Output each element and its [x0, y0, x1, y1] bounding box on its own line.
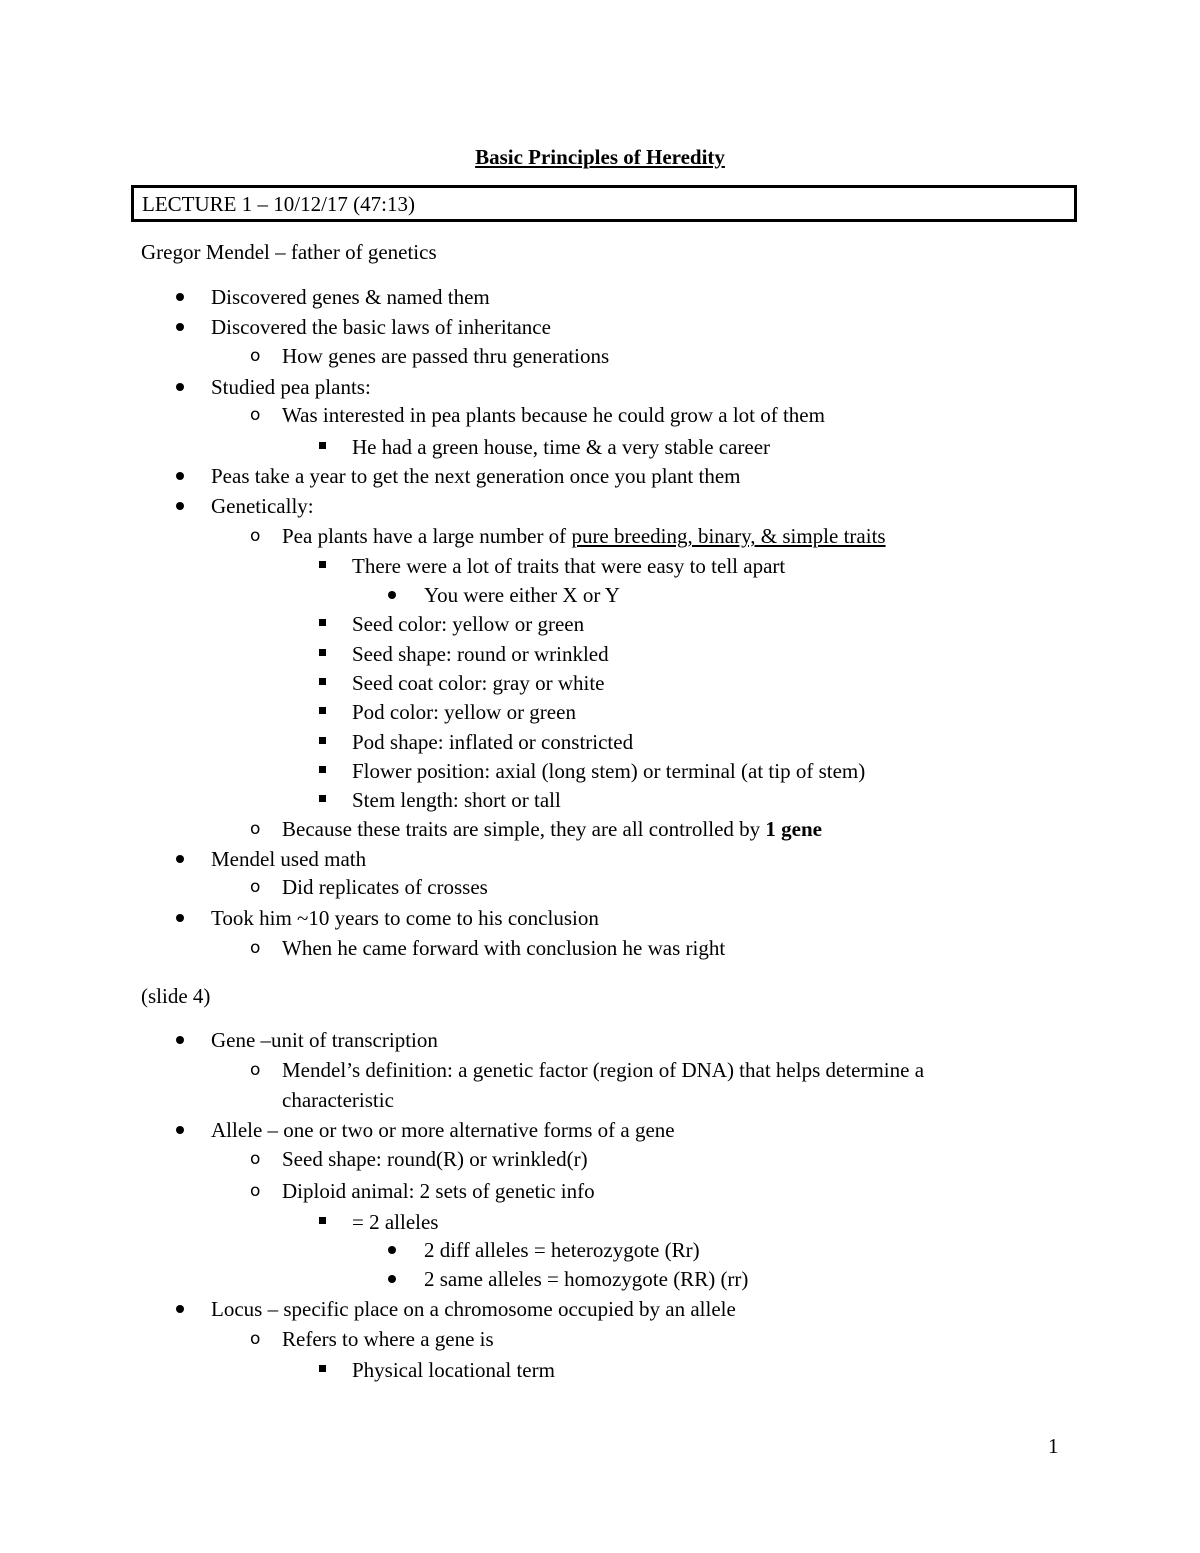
page-title: Basic Principles of Heredity [475, 145, 725, 169]
list-item: 2 same alleles = homozygote (RR) (rr) [424, 1267, 749, 1291]
bullet-square-icon [319, 561, 326, 568]
bullet-circle-icon: o [250, 1181, 261, 1201]
list-item: Locus – specific place on a chromosome occupied by an allele [211, 1297, 736, 1321]
bullet-dot-icon [176, 472, 184, 480]
bullet-square-icon [319, 766, 326, 773]
list-item: Seed coat color: gray or white [352, 671, 605, 695]
list-item: Genetically: [211, 494, 314, 518]
list-item: Physical locational term [352, 1358, 555, 1382]
list-item: Allele – one or two or more alternative forms of a gene [211, 1118, 675, 1142]
bullet-dot-icon [176, 1305, 184, 1313]
lecture-header: LECTURE 1 – 10/12/17 (47:13) [131, 185, 1077, 222]
list-item-text: Because these traits are simple, they are all controlled by [282, 817, 766, 841]
list-item: Mendel’s definition: a genetic factor (region of DNA) that helps determine a [282, 1058, 925, 1082]
list-item: Seed shape: round(R) or wrinkled(r) [282, 1147, 588, 1171]
list-item: Took him ~10 years to come to his conclusion [211, 906, 599, 930]
bullet-square-icon [319, 442, 326, 449]
bullet-circle-icon: o [250, 877, 261, 897]
bullet-square-icon [319, 1365, 326, 1372]
bullet-square-icon [319, 707, 326, 714]
list-item: Pod color: yellow or green [352, 700, 576, 724]
list-item: Mendel used math [211, 847, 367, 871]
list-item: = 2 alleles [352, 1210, 439, 1234]
bullet-circle-icon: o [250, 938, 261, 958]
slide-reference: (slide 4) [141, 984, 211, 1008]
list-item: When he came forward with conclusion he was right [282, 936, 726, 960]
underlined-text: pure breeding, binary, & simple traits [571, 524, 886, 548]
list-item: Did replicates of crosses [282, 875, 488, 899]
list-item: There were a lot of traits that were easy to tell apart [352, 554, 786, 578]
list-item: Seed color: yellow or green [352, 612, 585, 636]
bullet-dot-icon [388, 1275, 396, 1283]
list-item: Pod shape: inflated or constricted [352, 730, 634, 754]
list-item: Refers to where a gene is [282, 1327, 494, 1351]
bold-text: 1 gene [765, 817, 822, 841]
list-item: Gene –unit of transcription [211, 1028, 438, 1052]
list-item: Flower position: axial (long stem) or terminal (at tip of stem) [352, 759, 866, 783]
bullet-dot-icon [176, 1126, 184, 1134]
bullet-circle-icon: o [250, 405, 261, 425]
list-item: Discovered genes & named them [211, 285, 490, 309]
page-number: 1 [1048, 1434, 1059, 1458]
bullet-square-icon [319, 1217, 326, 1224]
bullet-dot-icon [176, 383, 184, 391]
bullet-dot-icon [176, 914, 184, 922]
list-item: 2 diff alleles = heterozygote (Rr) [424, 1238, 700, 1262]
list-item-text: Pea plants have a large number of [282, 524, 572, 548]
bullet-dot-icon [176, 293, 184, 301]
list-item: He had a green house, time & a very stable career [352, 435, 771, 459]
intro-line: Gregor Mendel – father of genetics [141, 240, 437, 264]
list-item: Studied pea plants: [211, 375, 371, 399]
list-item: You were either X or Y [424, 583, 620, 607]
list-item-continuation: characteristic [282, 1088, 394, 1112]
bullet-square-icon [319, 678, 326, 685]
bullet-circle-icon: o [250, 346, 261, 366]
bullet-dot-icon [388, 1246, 396, 1254]
list-item: Peas take a year to get the next generation once you plant them [211, 464, 741, 488]
bullet-square-icon [319, 649, 326, 656]
list-item [282, 522, 886, 550]
list-item [282, 815, 822, 843]
bullet-dot-icon [388, 591, 396, 599]
bullet-square-icon [319, 619, 326, 626]
bullet-square-icon [319, 795, 326, 802]
bullet-dot-icon [176, 323, 184, 331]
bullet-circle-icon: o [250, 1149, 261, 1169]
bullet-circle-icon: o [250, 1329, 261, 1349]
list-item: Discovered the basic laws of inheritance [211, 315, 551, 339]
list-item: Diploid animal: 2 sets of genetic info [282, 1179, 595, 1203]
bullet-dot-icon [176, 855, 184, 863]
bullet-circle-icon: o [250, 819, 261, 839]
bullet-circle-icon: o [250, 526, 261, 546]
bullet-circle-icon: o [250, 1060, 261, 1080]
bullet-dot-icon [176, 502, 184, 510]
list-item: Was interested in pea plants because he could grow a lot of them [282, 403, 825, 427]
bullet-dot-icon [176, 1036, 184, 1044]
list-item: How genes are passed thru generations [282, 344, 610, 368]
list-item: Stem length: short or tall [352, 788, 561, 812]
list-item: Seed shape: round or wrinkled [352, 642, 609, 666]
bullet-square-icon [319, 737, 326, 744]
